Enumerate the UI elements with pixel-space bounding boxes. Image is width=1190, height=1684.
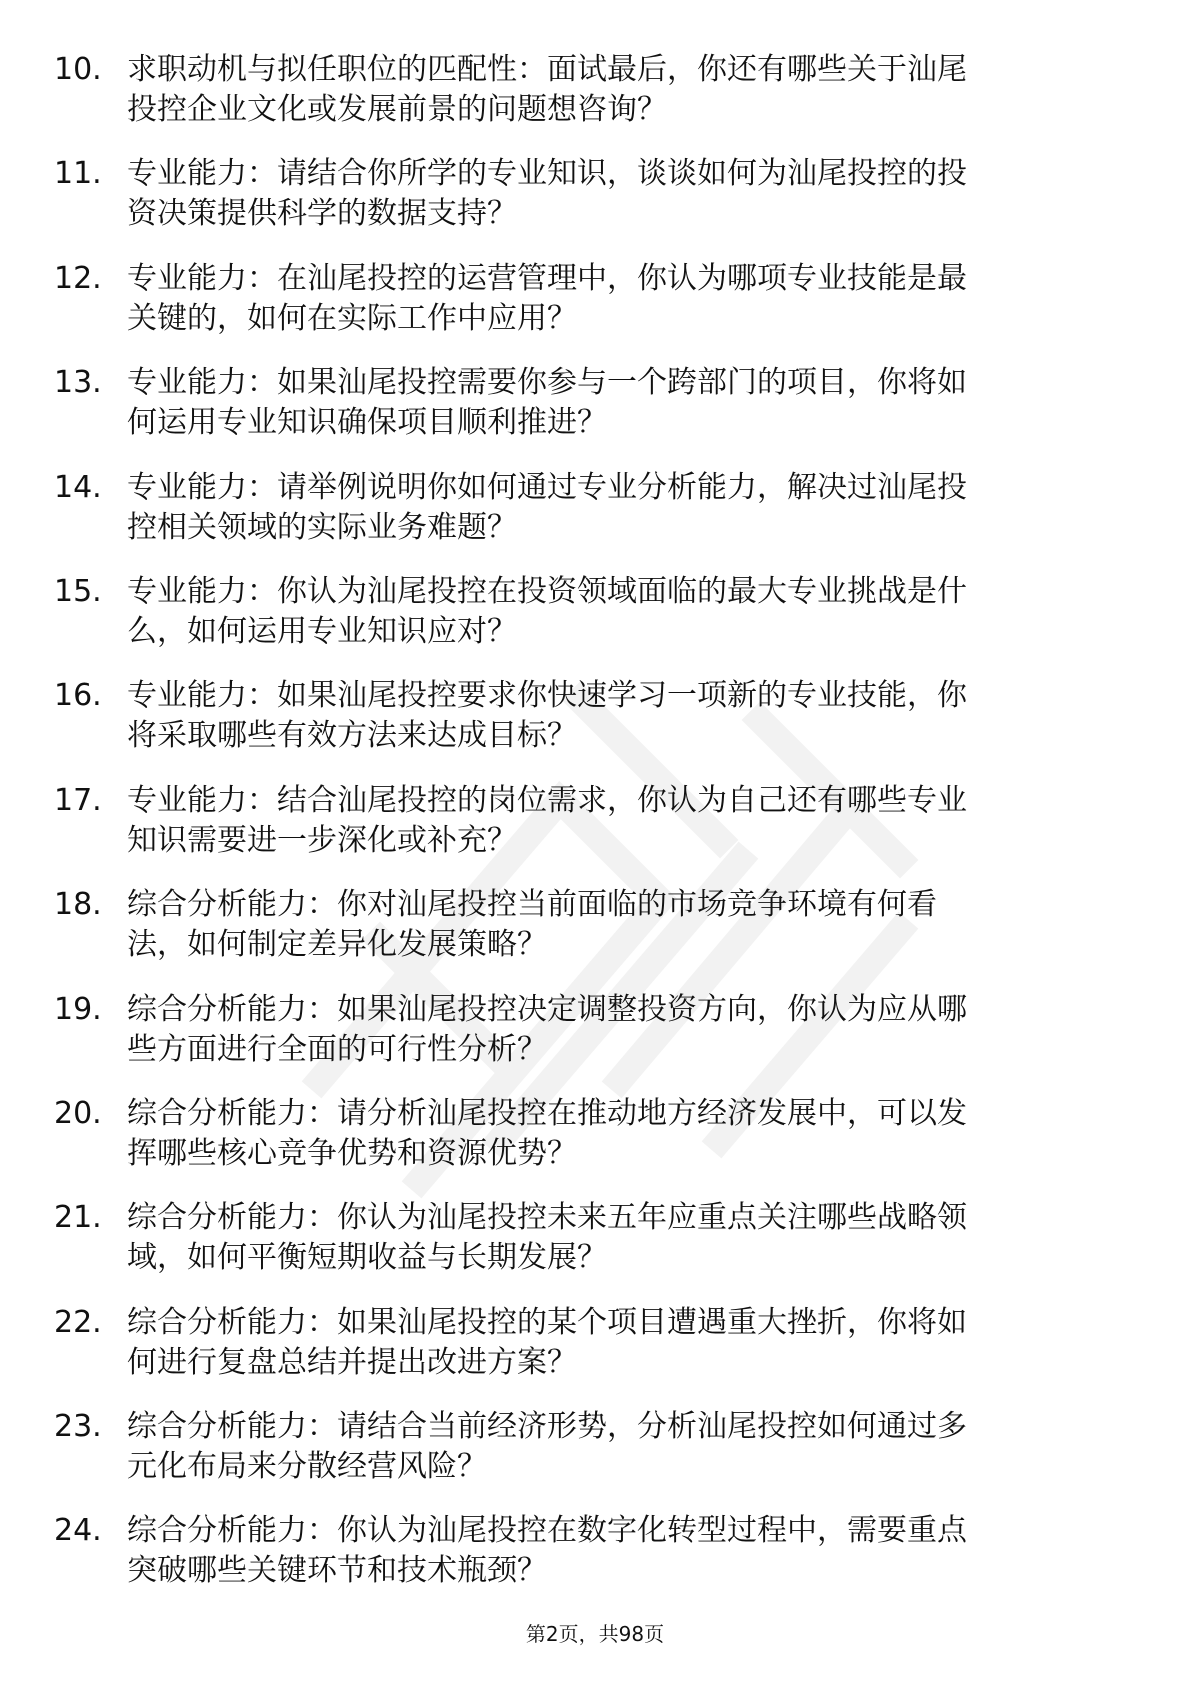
question-item — [0, 572, 1190, 676]
question-line: 专业能力：请结合你所学的专业知识，谈谈如何为汕尾投控的投 — [127, 156, 967, 192]
question-number: 15. — [54, 573, 102, 609]
question-line: 控相关领域的实际业务难题？ — [127, 509, 517, 545]
question-line: 综合分析能力：如果汕尾投控决定调整投资方向，你认为应从哪 — [127, 991, 967, 1027]
question-line: 专业能力：在汕尾投控的运营管理中，你认为哪项专业技能是最 — [127, 260, 967, 296]
question-line: 综合分析能力：请结合当前经济形势，分析汕尾投控如何通过多 — [127, 1409, 967, 1445]
question-number: 12. — [54, 260, 102, 296]
question-line: 专业能力：如果汕尾投控需要你参与一个跨部门的项目，你将如 — [127, 365, 967, 401]
question-number: 17. — [54, 782, 102, 818]
question-line: 专业能力：结合汕尾投控的岗位需求，你认为自己还有哪些专业 — [127, 782, 967, 818]
question-text — [127, 363, 1127, 443]
question-line: 域，如何平衡短期收益与长期发展？ — [127, 1240, 607, 1276]
question-line: 投控企业文化或发展前景的问题想咨询？ — [127, 92, 667, 127]
question-line: 求职动机与拟任职位的匹配性：面试最后，你还有哪些关于汕尾 — [127, 52, 967, 87]
question-number: 13. — [54, 365, 102, 401]
question-text — [127, 259, 1127, 339]
question-number: 10. — [54, 52, 102, 87]
question-text — [127, 676, 1127, 756]
question-item — [0, 468, 1190, 572]
question-list — [0, 50, 1190, 1616]
question-text — [127, 1094, 1127, 1174]
question-item — [0, 154, 1190, 258]
question-line: 专业能力：如果汕尾投控要求你快速学习一项新的专业技能，你 — [127, 678, 967, 714]
question-line: 将采取哪些有效方法来达成目标？ — [127, 718, 577, 754]
question-item — [0, 781, 1190, 885]
question-text — [127, 1407, 1127, 1487]
question-item — [0, 1094, 1190, 1198]
question-line: 专业能力：你认为汕尾投控在投资领域面临的最大专业挑战是什 — [127, 573, 967, 609]
question-item — [0, 1303, 1190, 1407]
question-line: 突破哪些关键环节和技术瓶颈？ — [127, 1553, 547, 1589]
question-item — [0, 990, 1190, 1094]
question-item — [0, 885, 1190, 989]
question-item — [0, 259, 1190, 363]
question-number: 11. — [54, 156, 102, 192]
question-line: 综合分析能力：请分析汕尾投控在推动地方经济发展中，可以发 — [127, 1095, 967, 1131]
question-text — [127, 1303, 1127, 1383]
question-line: 综合分析能力：你认为汕尾投控未来五年应重点关注哪些战略领 — [127, 1200, 967, 1236]
question-item — [0, 50, 1190, 154]
question-line: 些方面进行全面的可行性分析？ — [127, 1031, 547, 1067]
question-line: 法，如何制定差异化发展策略？ — [127, 927, 547, 963]
question-text — [127, 990, 1127, 1070]
question-text — [127, 50, 1127, 130]
question-number: 16. — [54, 678, 102, 714]
question-number: 19. — [54, 991, 102, 1027]
question-text — [127, 468, 1127, 548]
question-number: 14. — [54, 469, 102, 505]
question-line: 综合分析能力：如果汕尾投控的某个项目遭遇重大挫折，你将如 — [127, 1304, 967, 1340]
question-item — [0, 1511, 1190, 1615]
question-item — [0, 363, 1190, 467]
question-text — [127, 154, 1127, 234]
question-line: 何运用专业知识确保项目顺利推进？ — [127, 405, 607, 441]
question-text — [127, 1198, 1127, 1278]
question-number: 22. — [54, 1304, 102, 1340]
question-line: 挥哪些核心竞争优势和资源优势？ — [127, 1135, 577, 1171]
question-text — [127, 781, 1127, 861]
question-number: 21. — [54, 1200, 102, 1236]
question-line: 元化布局来分散经营风险？ — [127, 1449, 487, 1485]
page-footer: 第2页，共98页 — [525, 1622, 665, 1646]
question-text — [127, 572, 1127, 652]
question-item — [0, 676, 1190, 780]
question-line: 综合分析能力：你对汕尾投控当前面临的市场竞争环境有何看 — [127, 887, 937, 923]
question-number: 24. — [54, 1513, 102, 1549]
question-text — [127, 885, 1127, 965]
question-number: 20. — [54, 1095, 102, 1131]
question-line: 资决策提供科学的数据支持？ — [127, 196, 517, 232]
question-number: 23. — [54, 1409, 102, 1445]
question-number: 18. — [54, 887, 102, 923]
question-text — [127, 1511, 1127, 1591]
question-item — [0, 1407, 1190, 1511]
question-item — [0, 1198, 1190, 1302]
question-line: 知识需要进一步深化或补充？ — [127, 822, 517, 858]
question-line: 专业能力：请举例说明你如何通过专业分析能力，解决过汕尾投 — [127, 469, 967, 505]
question-line: 关键的，如何在实际工作中应用？ — [127, 300, 577, 336]
question-line: 综合分析能力：你认为汕尾投控在数字化转型过程中，需要重点 — [127, 1513, 967, 1549]
question-line: 么，如何运用专业知识应对？ — [127, 613, 517, 649]
question-line: 何进行复盘总结并提出改进方案？ — [127, 1344, 577, 1380]
